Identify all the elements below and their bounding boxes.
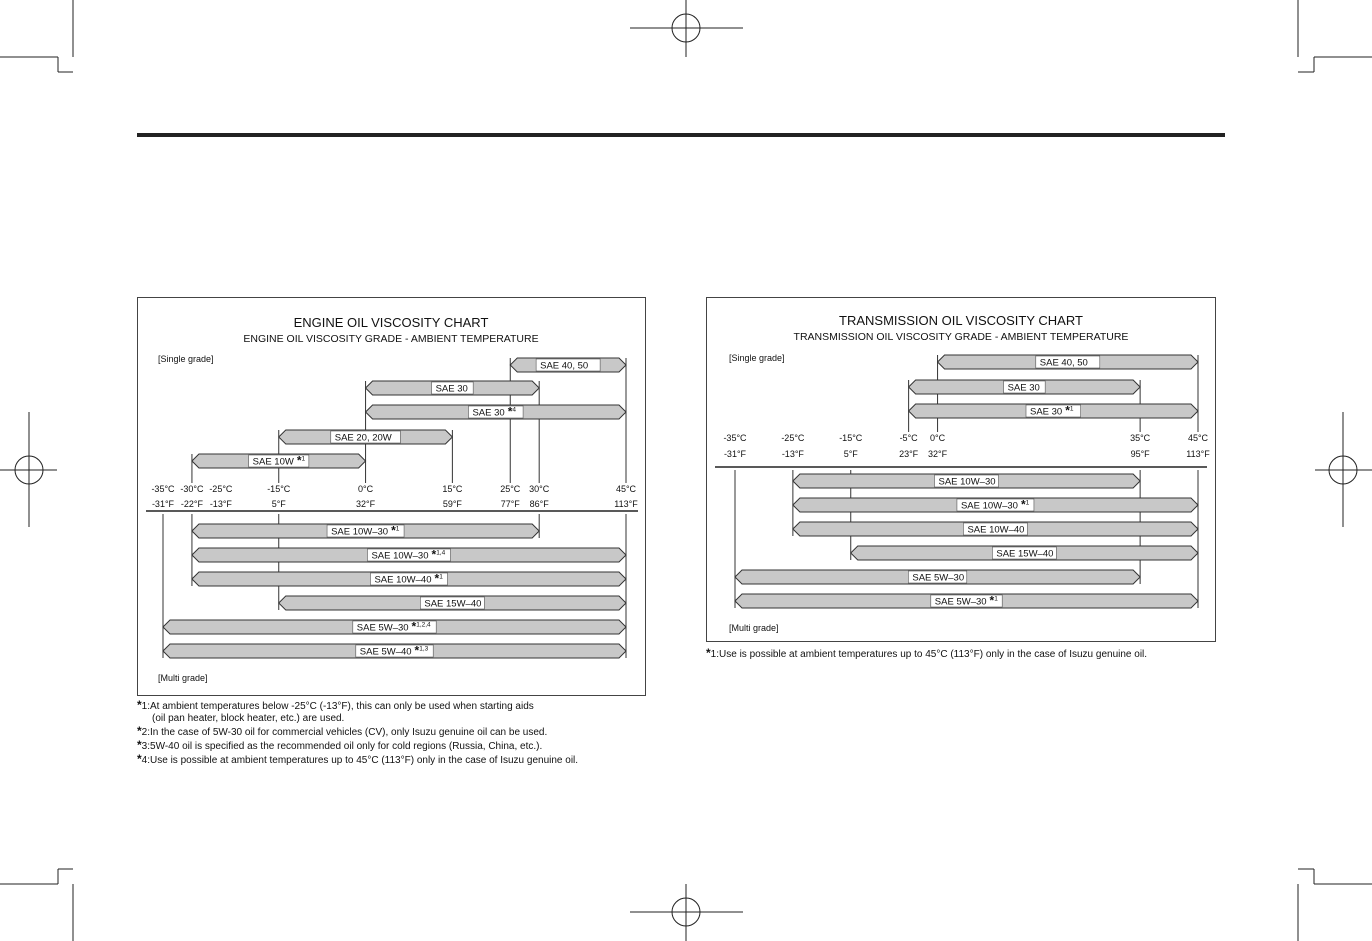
multi-grade-bar-label-3 <box>420 597 484 610</box>
single-grade-bar-label-2 <box>1026 404 1081 418</box>
tick-label-f-2: 5°F <box>843 449 858 459</box>
single-grade-bar-label-text-0: SAE 40, 50 <box>1039 357 1088 369</box>
tick-label-c-4: 0°C <box>358 484 374 494</box>
tick-label-f-8: 113°F <box>614 499 638 509</box>
chart-title: ENGINE OIL VISCOSITY CHART <box>293 315 489 330</box>
multi-grade-bar-label-text-5: SAE 5W–40 *$^{1,3}$ <box>359 643 429 658</box>
transmission-oil-chart-svg <box>707 298 1215 641</box>
engine-oil-chart <box>137 297 646 696</box>
multi-grade-bar-label-4 <box>353 620 436 634</box>
tick-label-f-2: -13°F <box>209 499 232 509</box>
single-grade-bar-label-text-0: SAE 40, 50 <box>540 360 589 372</box>
multi-grade-label: [Multi grade] <box>729 623 779 633</box>
engine-oil-notes <box>137 699 578 767</box>
tick-label-c-5: 35°C <box>1130 433 1151 443</box>
multi-grade-bar-label-0 <box>327 524 404 538</box>
multi-grade-bar-label-1 <box>957 498 1034 512</box>
single-grade-label: [Single grade] <box>729 353 785 363</box>
chart-subtitle: TRANSMISSION OIL VISCOSITY GRADE - AMBIENT TEMPERATURE <box>793 331 1129 343</box>
multi-grade-bar-label-4 <box>908 571 966 584</box>
multi-grade-bar-label-2 <box>370 572 447 586</box>
tick-label-f-4: 32°F <box>928 449 948 459</box>
single-grade-bar-label-4 <box>249 454 309 468</box>
tick-label-f-5: 59°F <box>442 499 462 509</box>
multi-grade-bar-label-text-3: SAE 15W–40 <box>996 548 1054 560</box>
multi-grade-bar-label-text-3: SAE 15W–40 <box>424 598 482 610</box>
tick-label-f-1: -13°F <box>781 449 804 459</box>
tick-label-c-4: 0°C <box>930 433 946 443</box>
tick-label-c-2: -25°C <box>209 484 233 494</box>
tick-label-f-3: 23°F <box>899 449 919 459</box>
tick-label-c-0: -35°C <box>151 484 175 494</box>
transmission-oil-chart <box>706 297 1216 642</box>
engine-note-3: *3:5W-40 oil is specified as the recommended oil only for cold regions (Russia, China, etc.). <box>137 738 543 752</box>
tick-label-c-0: -35°C <box>723 433 747 443</box>
multi-grade-bar-label-2 <box>963 523 1027 536</box>
tick-label-f-1: -22°F <box>180 499 203 509</box>
single-grade-bar-label-3 <box>331 431 401 444</box>
multi-grade-bar-label-text-2: SAE 10W–40 *$^1$ <box>374 571 443 586</box>
multi-grade-bar-label-text-1: SAE 10W–30 *$^{1,4}$ <box>371 547 446 562</box>
tick-label-c-7: 30°C <box>529 484 550 494</box>
tick-label-c-2: -15°C <box>839 433 863 443</box>
tick-label-c-6: 25°C <box>500 484 521 494</box>
header-rule <box>137 133 1225 137</box>
multi-grade-bar-label-5 <box>931 594 1002 608</box>
tick-label-c-8: 45°C <box>615 484 637 494</box>
multi-grade-bar-label-text-2: SAE 10W–40 <box>967 524 1025 536</box>
engine-note-2: *2:In the case of 5W-30 oil for commercial vehicles (CV), only Isuzu genuine oil can be used. <box>137 724 548 738</box>
tick-label-f-6: 77°F <box>500 499 520 509</box>
tick-label-f-0: -31°F <box>723 449 747 459</box>
tick-label-c-3: -15°C <box>267 484 291 494</box>
single-grade-bar-label-text-1: SAE 30 <box>435 383 468 395</box>
tick-label-f-6: 113°F <box>1186 449 1210 459</box>
multi-grade-bar-label-0 <box>935 475 999 488</box>
single-grade-bar-label-text-4: SAE 10W *$^1$ <box>252 453 306 468</box>
engine-note-1-continued: (oil pan heater, block heater, etc.) are used. <box>152 713 345 724</box>
engine-note-1: *1:At ambient temperatures below -25°C (-13°F), this can only be used when starting aids <box>137 698 534 712</box>
tick-label-f-7: 86°F <box>529 499 549 509</box>
tick-label-c-1: -30°C <box>180 484 204 494</box>
transmission-note-1: *1:Use is possible at ambient temperatures up to 45°C (113°F) only in the case of Isuzu genuine oil. <box>706 646 1148 660</box>
single-grade-bar-label-text-1: SAE 30 <box>1007 382 1040 394</box>
engine-oil-chart-svg <box>138 298 645 695</box>
tick-label-c-1: -25°C <box>781 433 805 443</box>
multi-grade-bar-label-text-1: SAE 10W–30 *$^1$ <box>960 497 1030 512</box>
single-grade-bar-label-0 <box>536 359 600 372</box>
multi-grade-bar-label-text-0: SAE 10W–30 <box>938 476 996 488</box>
engine-note-4: *4:Use is possible at ambient temperatures up to 45°C (113°F) only in the case of Isuzu genuine oil. <box>137 752 579 766</box>
multi-grade-bar-label-3 <box>992 547 1056 560</box>
single-grade-bar-label-text-2: SAE 30 *$^4$ <box>472 404 516 419</box>
multi-grade-bar-label-text-0: SAE 10W–30 *$^1$ <box>331 523 400 538</box>
transmission-oil-notes <box>706 647 1147 661</box>
single-grade-bar-label-1 <box>432 382 474 395</box>
tick-label-f-4: 32°F <box>356 499 376 509</box>
single-grade-label: [Single grade] <box>158 354 214 364</box>
multi-grade-bar-label-text-5: SAE 5W–30 *$^1$ <box>934 593 998 608</box>
tick-label-c-6: 45°C <box>1187 433 1209 443</box>
single-grade-bar-label-text-2: SAE 30 *$^1$ <box>1030 403 1074 418</box>
multi-grade-label: [Multi grade] <box>158 673 208 683</box>
single-grade-bar-label-1 <box>1004 381 1046 394</box>
single-grade-bar-label-2 <box>468 405 523 419</box>
tick-label-f-5: 95°F <box>1130 449 1150 459</box>
tick-label-c-3: -5°C <box>899 433 918 443</box>
tick-label-c-5: 15°C <box>442 484 463 494</box>
multi-grade-bar-label-text-4: SAE 5W–30 <box>912 572 965 584</box>
tick-label-f-0: -31°F <box>151 499 175 509</box>
tick-label-f-3: 5°F <box>271 499 286 509</box>
multi-grade-bar-label-text-4: SAE 5W–30 *$^{1,2,4}$ <box>356 619 431 634</box>
chart-subtitle: ENGINE OIL VISCOSITY GRADE - AMBIENT TEMPERATURE <box>243 333 539 345</box>
single-grade-bar-label-0 <box>1036 356 1100 369</box>
multi-grade-bar-label-1 <box>367 548 450 562</box>
multi-grade-bar-label-5 <box>356 644 433 658</box>
chart-title: TRANSMISSION OIL VISCOSITY CHART <box>839 313 1083 328</box>
single-grade-bar-label-text-3: SAE 20, 20W <box>334 432 392 444</box>
